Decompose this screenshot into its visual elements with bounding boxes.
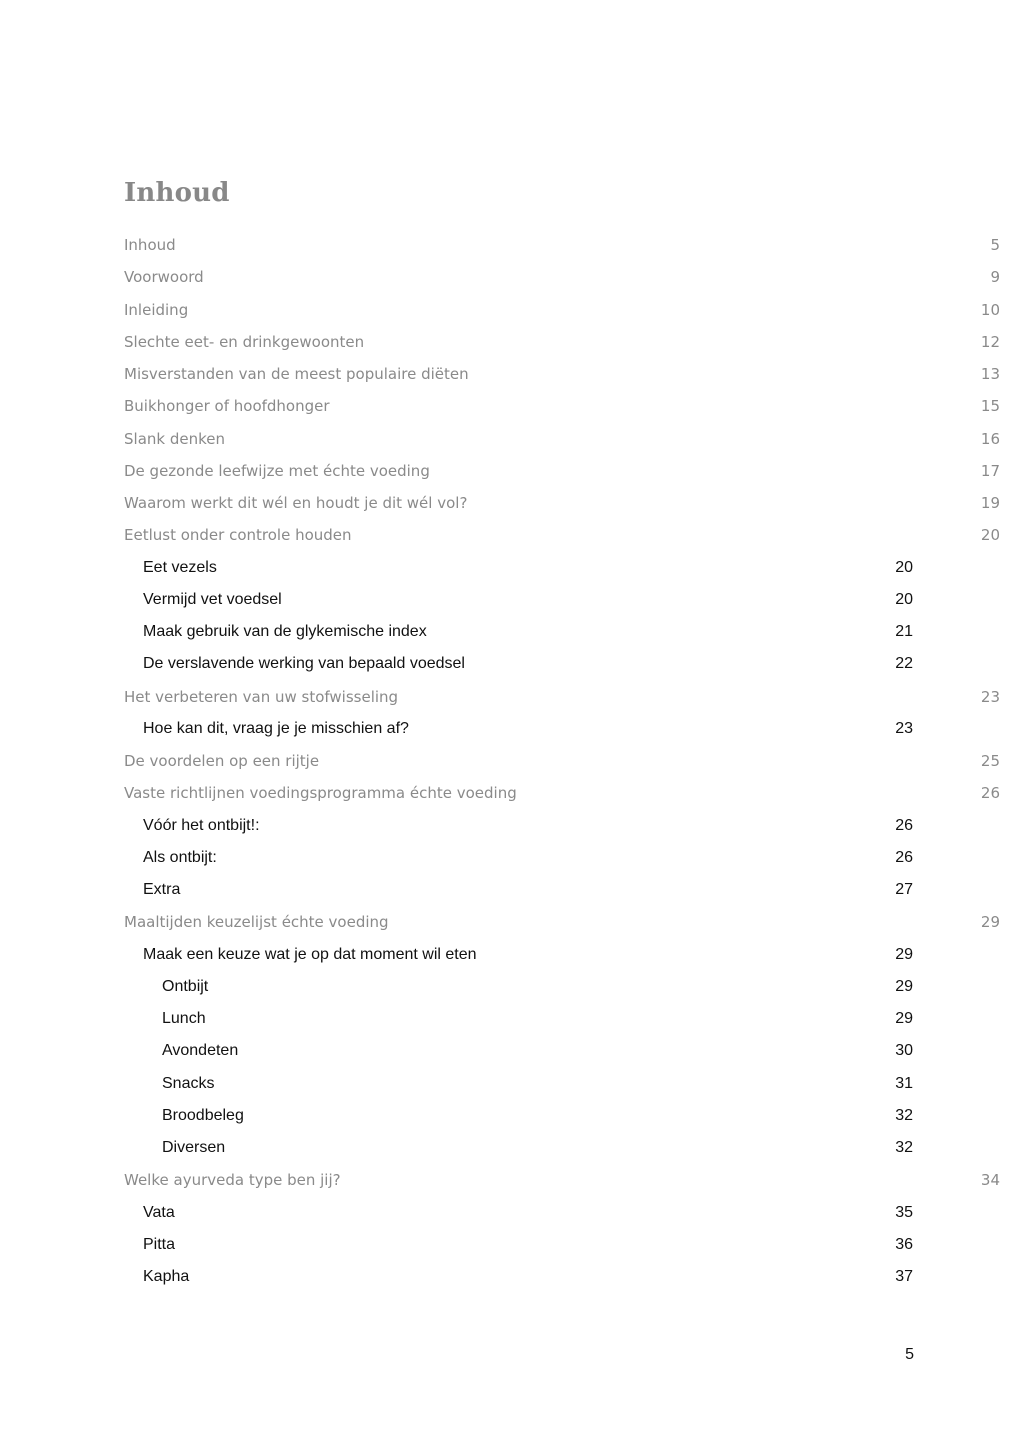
toc-entry-page: 16 — [980, 430, 1000, 448]
toc-entry[interactable] — [124, 361, 1000, 387]
toc-entry-page: 26 — [895, 849, 913, 866]
toc-entry-title: Ontbijt — [162, 978, 209, 995]
toc-entry-title: Eet vezels — [143, 559, 217, 576]
toc-entry-title: Pitta — [143, 1236, 176, 1253]
toc-entry[interactable] — [124, 490, 1000, 516]
toc-entry[interactable] — [143, 845, 913, 871]
toc-entry[interactable] — [143, 942, 913, 968]
toc-entry-title: Slechte eet- en drinkgewoonten — [124, 333, 365, 351]
toc-entry-page: 31 — [895, 1075, 913, 1092]
toc-entry[interactable] — [143, 1264, 913, 1290]
toc-entry[interactable] — [124, 393, 1000, 419]
toc-entry-title: Vata — [143, 1204, 175, 1221]
toc-entry-title: De voordelen op een rijtje — [124, 752, 320, 770]
toc-entry[interactable] — [124, 748, 1000, 774]
toc-entry[interactable] — [143, 1232, 913, 1258]
toc-entry-page: 13 — [980, 365, 1000, 383]
toc-entry-title: Diversen — [162, 1139, 226, 1156]
toc-entry-title: Voorwoord — [124, 268, 204, 286]
toc-entry-page: 12 — [980, 333, 1000, 351]
toc-entry[interactable] — [162, 1071, 913, 1097]
toc-entry-title: Maak een keuze wat je op dat moment wil eten — [143, 946, 477, 963]
toc-entry-page: 37 — [895, 1268, 913, 1285]
toc-entry[interactable] — [124, 264, 1000, 290]
toc-entry[interactable] — [143, 619, 913, 645]
toc-entry-title: Lunch — [162, 1010, 206, 1027]
toc-entry-page: 26 — [980, 784, 1000, 802]
toc-entry[interactable] — [143, 555, 913, 581]
toc-entry-title: Eetlust onder controle houden — [124, 526, 352, 544]
toc-entry-title: Maaltijden keuzelijst échte voeding — [124, 913, 389, 931]
toc-entry-title: Inleiding — [124, 301, 189, 319]
toc-entry[interactable] — [124, 780, 1000, 806]
toc-entry-title: Vaste richtlijnen voedingsprogramma échte voeding — [124, 784, 517, 802]
toc-entry-page: 27 — [895, 881, 913, 898]
toc-entry-title: De gezonde leefwijze met échte voeding — [124, 462, 430, 480]
toc-entry[interactable] — [162, 1135, 913, 1161]
toc-entry-title: Hoe kan dit, vraag je je misschien af? — [143, 720, 409, 737]
toc-entry-title: De verslavende werking van bepaald voedsel — [143, 655, 465, 672]
toc-entry-page: 29 — [980, 913, 1000, 931]
toc-entry-page: 22 — [895, 655, 913, 672]
toc-entry[interactable] — [143, 651, 913, 677]
toc-entry-page: 20 — [980, 526, 1000, 544]
toc-entry-title: Avondeten — [162, 1042, 239, 1059]
toc-entry-page: 32 — [895, 1139, 913, 1156]
toc-entry-page: 29 — [895, 946, 913, 963]
toc-entry-title: Vóór het ontbijt!: — [143, 817, 260, 834]
toc-entry-title: Slank denken — [124, 430, 225, 448]
toc-entry-title: Extra — [143, 881, 181, 898]
toc-entry[interactable] — [124, 522, 1000, 548]
toc-entry-title: Snacks — [162, 1075, 215, 1092]
toc-entry[interactable] — [162, 1006, 913, 1032]
toc-entry[interactable] — [124, 909, 1000, 935]
toc-entry-page: 21 — [895, 623, 913, 640]
toc-entry-page: 29 — [895, 1010, 913, 1027]
toc-entry-page: 32 — [895, 1107, 913, 1124]
toc-entry[interactable] — [143, 716, 913, 742]
toc-entry-page: 10 — [980, 301, 1000, 319]
toc-entry-page: 19 — [980, 494, 1000, 512]
toc-entry-page: 29 — [895, 978, 913, 995]
toc-entry[interactable] — [124, 426, 1000, 452]
toc-entry-page: 35 — [895, 1204, 913, 1221]
toc-entry-page: 30 — [895, 1042, 913, 1059]
toc-entry-page: 26 — [895, 817, 913, 834]
page-number: 5 — [905, 1346, 914, 1363]
toc-entry-title: Buikhonger of hoofdhonger — [124, 397, 330, 415]
toc-entry[interactable] — [143, 1200, 913, 1226]
toc-entry-page: 15 — [980, 397, 1000, 415]
toc-entry[interactable] — [124, 1167, 1000, 1193]
toc-entry[interactable] — [124, 458, 1000, 484]
toc-entry-title: Als ontbijt: — [143, 849, 217, 866]
toc-entry-title: Welke ayurveda type ben jij? — [124, 1171, 341, 1189]
toc-entry-page: 23 — [980, 688, 1000, 706]
toc-entry-title: Misverstanden van de meest populaire diëten — [124, 365, 469, 383]
toc-entry[interactable] — [143, 813, 913, 839]
toc-entry-page: 20 — [895, 559, 913, 576]
toc-entry-page: 36 — [895, 1236, 913, 1253]
toc-entry[interactable] — [162, 1103, 913, 1129]
toc-entry-title: Waarom werkt dit wél en houdt je dit wél vol? — [124, 494, 468, 512]
toc-entry[interactable] — [124, 329, 1000, 355]
toc-entry-title: Het verbeteren van uw stofwisseling — [124, 688, 399, 706]
toc-entry-page: 34 — [980, 1171, 1000, 1189]
toc-entry[interactable] — [143, 587, 913, 613]
toc-entry-page: 9 — [990, 268, 1000, 286]
toc-entry-title: Kapha — [143, 1268, 190, 1285]
toc-entry-title: Maak gebruik van de glykemische index — [143, 623, 427, 640]
toc-entry-title: Vermijd vet voedsel — [143, 591, 282, 608]
toc-entry[interactable] — [143, 877, 913, 903]
toc-heading: Inhoud — [124, 178, 230, 208]
toc-entry-title: Broodbeleg — [162, 1107, 244, 1124]
toc-entry-page: 5 — [990, 236, 1000, 254]
toc-entry-page: 25 — [980, 752, 1000, 770]
toc-entry[interactable] — [124, 684, 1000, 710]
toc-entry[interactable] — [124, 232, 1000, 258]
toc-entry-page: 20 — [895, 591, 913, 608]
toc-entry-page: 23 — [895, 720, 913, 737]
toc-entry[interactable] — [124, 297, 1000, 323]
toc-entry-title: Inhoud — [124, 236, 176, 254]
toc-entry[interactable] — [162, 974, 913, 1000]
toc-entry[interactable] — [162, 1038, 913, 1064]
toc-entry-page: 17 — [980, 462, 1000, 480]
